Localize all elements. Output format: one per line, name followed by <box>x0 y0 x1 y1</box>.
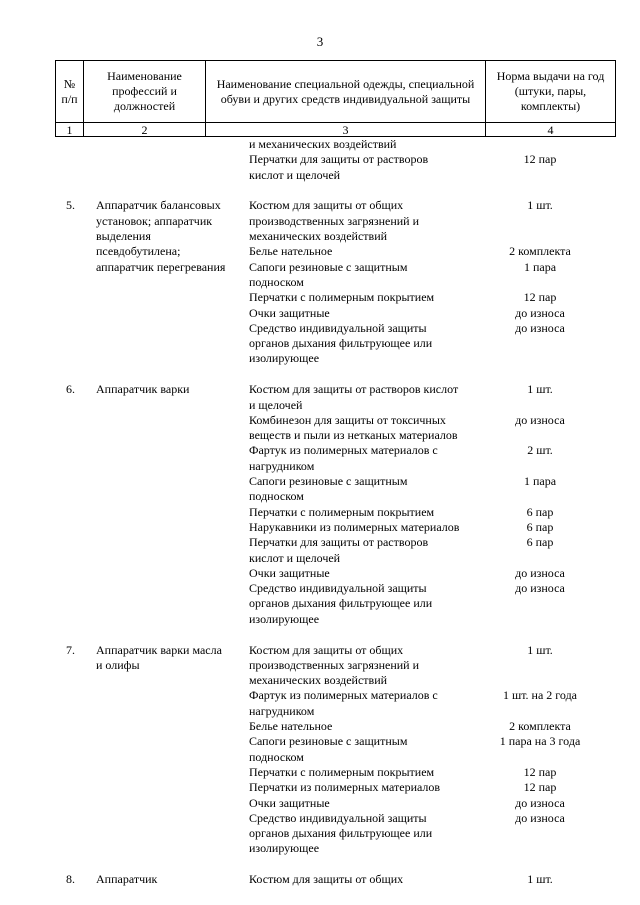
equipment-item: Костюм для защиты от растворов кислот <box>249 382 459 397</box>
equipment-item: Средство индивидуальной защиты <box>249 810 427 825</box>
equipment-item: кислот и щелочей <box>249 167 341 182</box>
issue-norm: 1 пара <box>523 259 557 274</box>
issue-norm: 6 пар <box>526 519 554 534</box>
header-norm: Норма выдачи на год (штуки, пары, комплекты) <box>486 61 616 123</box>
equipment-item: Костюм для защиты от общих <box>249 642 404 657</box>
issue-norm: 2 комплекта <box>509 719 571 733</box>
equipment-item: веществ и пыли из нетканых материалов <box>249 428 458 443</box>
equipment-item: Фартук из полимерных материалов с <box>249 443 438 458</box>
equipment-item: Фартук из полимерных материалов с <box>249 688 438 703</box>
equipment-item: Очки защитные <box>249 565 330 580</box>
profession-name: аппаратчик перегревания <box>96 259 226 274</box>
table-header <box>55 60 616 137</box>
header-index-4: 4 <box>486 123 616 137</box>
row-number: 5. <box>66 198 75 213</box>
profession-name: выделения <box>96 229 151 243</box>
row-number: 7. <box>66 642 75 657</box>
issue-norm: 1 шт. <box>527 642 553 657</box>
profession-name: установок; аппаратчик <box>96 213 213 228</box>
equipment-item: органов дыхания фильтрующее или <box>249 826 433 841</box>
equipment-item: нагрудником <box>249 703 315 718</box>
header-profession: Наименование профессий и должностей <box>84 61 206 123</box>
equipment-item: Перчатки с полимерным покрытием <box>249 764 435 779</box>
issue-norm: 2 комплекта <box>509 244 571 259</box>
equipment-item: Средство индивидуальной защиты <box>249 581 427 596</box>
issue-norm: до износа <box>515 305 565 320</box>
equipment-item: Сапоги резиновые с защитным <box>249 734 408 749</box>
equipment-item: Сапоги резиновые с защитным <box>249 474 408 488</box>
issue-norm: 12 пар <box>523 290 557 305</box>
equipment-item: Сапоги резиновые с защитным <box>249 259 408 274</box>
page-number: 3 <box>316 34 324 49</box>
issue-norm: 1 шт. <box>527 872 553 887</box>
profession-name: Аппаратчик <box>96 872 158 887</box>
issue-norm: до износа <box>515 320 565 335</box>
equipment-item: изолирующее <box>249 841 320 856</box>
header-equipment: Наименование специальной одежды, специальной обуви и других средств индивидуальной защиты <box>206 61 486 123</box>
issue-norm: 1 пара <box>523 474 557 488</box>
equipment-item: Перчатки из полимерных материалов <box>249 780 441 795</box>
row-number: 8. <box>66 872 75 887</box>
issue-norm: 1 шт. <box>527 382 553 397</box>
header-index-3: 3 <box>206 123 486 137</box>
equipment-item: Перчатки с полимерным покрытием <box>249 290 435 305</box>
profession-name: Аппаратчик балансовых <box>96 198 221 213</box>
issue-norm: 1 шт. на 2 года <box>502 688 578 703</box>
equipment-item: кислот и щелочей <box>249 550 341 565</box>
issue-norm: до износа <box>515 565 565 580</box>
equipment-item: подноском <box>249 749 304 764</box>
issue-norm: до износа <box>515 810 565 825</box>
equipment-item: Белье нательное <box>249 244 333 259</box>
header-index-2: 2 <box>84 123 206 137</box>
equipment-item: и щелочей <box>249 397 303 412</box>
equipment-item: Нарукавники из полимерных материалов <box>249 519 460 534</box>
equipment-item: Перчатки с полимерным покрытием <box>249 504 435 519</box>
profession-name: псевдобутилена; <box>96 244 181 259</box>
equipment-item: Очки защитные <box>249 305 330 320</box>
header-number: № п/п <box>56 61 84 123</box>
issue-norm: 12 пар <box>523 780 557 795</box>
issue-norm: 6 пар <box>526 504 554 519</box>
equipment-item: производственных загрязнений и <box>249 657 420 672</box>
equipment-item: и механических воздействий <box>249 137 397 151</box>
equipment-item: изолирующее <box>249 611 320 626</box>
row-number: 6. <box>66 382 75 397</box>
issue-norm: 1 пара на 3 года <box>499 734 581 749</box>
equipment-item: Перчатки для защиты от растворов <box>249 535 429 550</box>
issue-norm: 2 шт. <box>527 443 553 458</box>
issue-norm: 12 пар <box>523 152 557 167</box>
equipment-item: механических воздействий <box>249 229 388 243</box>
equipment-item: подноском <box>249 489 304 504</box>
equipment-item: изолирующее <box>249 351 320 366</box>
equipment-item: Средство индивидуальной защиты <box>249 320 427 335</box>
equipment-item: производственных загрязнений и <box>249 213 420 228</box>
equipment-item: Комбинезон для защиты от токсичных <box>249 412 446 427</box>
issue-norm: 1 шт. <box>527 198 553 213</box>
equipment-item: Очки защитные <box>249 795 330 810</box>
equipment-item: органов дыхания фильтрующее или <box>249 336 433 351</box>
equipment-item: Белье нательное <box>249 719 333 733</box>
profession-name: Аппаратчик варки масла <box>96 642 222 657</box>
profession-name: и олифы <box>96 657 140 672</box>
issue-norm: до износа <box>515 795 565 810</box>
equipment-item: Костюм для защиты от общих <box>249 198 404 213</box>
equipment-item: механических воздействий <box>249 673 388 688</box>
issue-norm: до износа <box>515 412 565 427</box>
equipment-item: Костюм для защиты от общих <box>249 872 404 887</box>
header-index-1: 1 <box>56 123 84 137</box>
equipment-item: подноском <box>249 274 304 289</box>
profession-name: Аппаратчик варки <box>96 382 190 397</box>
equipment-item: органов дыхания фильтрующее или <box>249 596 433 611</box>
equipment-item: нагрудником <box>249 458 315 473</box>
issue-norm: 6 пар <box>526 535 554 550</box>
issue-norm: 12 пар <box>523 764 557 779</box>
issue-norm: до износа <box>515 581 565 596</box>
equipment-item: Перчатки для защиты от растворов <box>249 152 429 167</box>
